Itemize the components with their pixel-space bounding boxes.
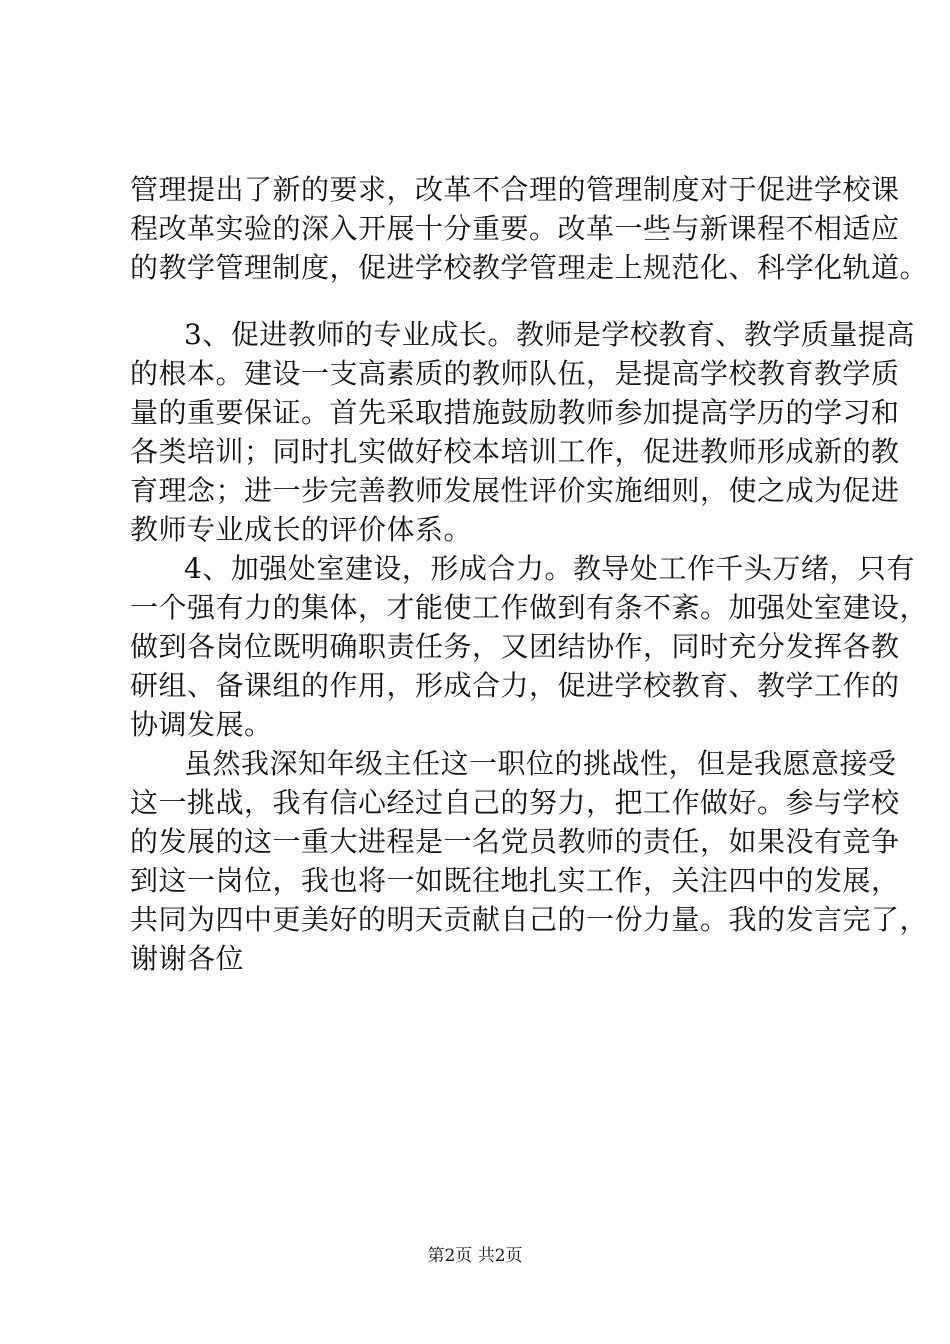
paragraph-line: 谢谢各位 [130,942,245,975]
paragraph-line: 4、加强处室建设，形成合力。教导处工作千头万绪，只有 [184,552,915,585]
page-footer [0,1244,950,1268]
document-body [130,170,929,978]
page-number-label: 第2页 共2页 [427,1246,523,1266]
paragraph-line: 的根本。建设一支高素质的教师队伍，是提高学校教育教学质 [130,357,900,390]
paragraph-line: 3、促进教师的专业成长。教师是学校教育、教学质量提高 [184,318,915,351]
paragraph-line: 研组、备课组的作用，形成合力，促进学校教育、教学工作的 [130,669,900,702]
paragraph-4 [130,744,929,978]
paragraph-line: 到这一岗位，我也将一如既往地扎实工作，关注四中的发展， [130,864,900,897]
paragraph-line: 的教学管理制度，促进学校教学管理走上规范化、科学化轨道。 [130,251,929,284]
paragraph-spacer [130,287,825,315]
paragraph-3 [130,549,929,744]
paragraph-2 [130,315,915,549]
paragraph-line: 教师专业成长的评价体系。 [130,513,473,546]
paragraph-line: 做到各岗位既明确职责任务，又团结协作，同时充分发挥各教 [130,630,900,663]
paragraph-line: 管理提出了新的要求，改革不合理的管理制度对于促进学校课 [130,173,900,206]
paragraph-line: 育理念；进一步完善教师发展性评价实施细则，使之成为促进 [130,474,900,507]
paragraph-line: 这一挑战，我有信心经过自己的努力，把工作做好。参与学校 [130,786,900,819]
paragraph-line: 的发展的这一重大进程是一名党员教师的责任，如果没有竞争 [130,825,900,858]
paragraph-line: 虽然我深知年级主任这一职位的挑战性，但是我愿意接受 [184,747,897,780]
paragraph-line: 协调发展。 [130,708,273,741]
paragraph-line: 共同为四中更美好的明天贡献自己的一份力量。我的发言完了， [130,903,929,936]
paragraph-1 [130,170,929,287]
paragraph-line: 一个强有力的集体，才能使工作做到有条不紊。加强处室建设， [130,591,929,624]
paragraph-line: 各类培训；同时扎实做好校本培训工作，促进教师形成新的教 [130,435,900,468]
paragraph-line: 程改革实验的深入开展十分重要。改革一些与新课程不相适应 [130,212,900,245]
paragraph-line: 量的重要保证。首先采取措施鼓励教师参加提高学历的学习和 [130,396,900,429]
